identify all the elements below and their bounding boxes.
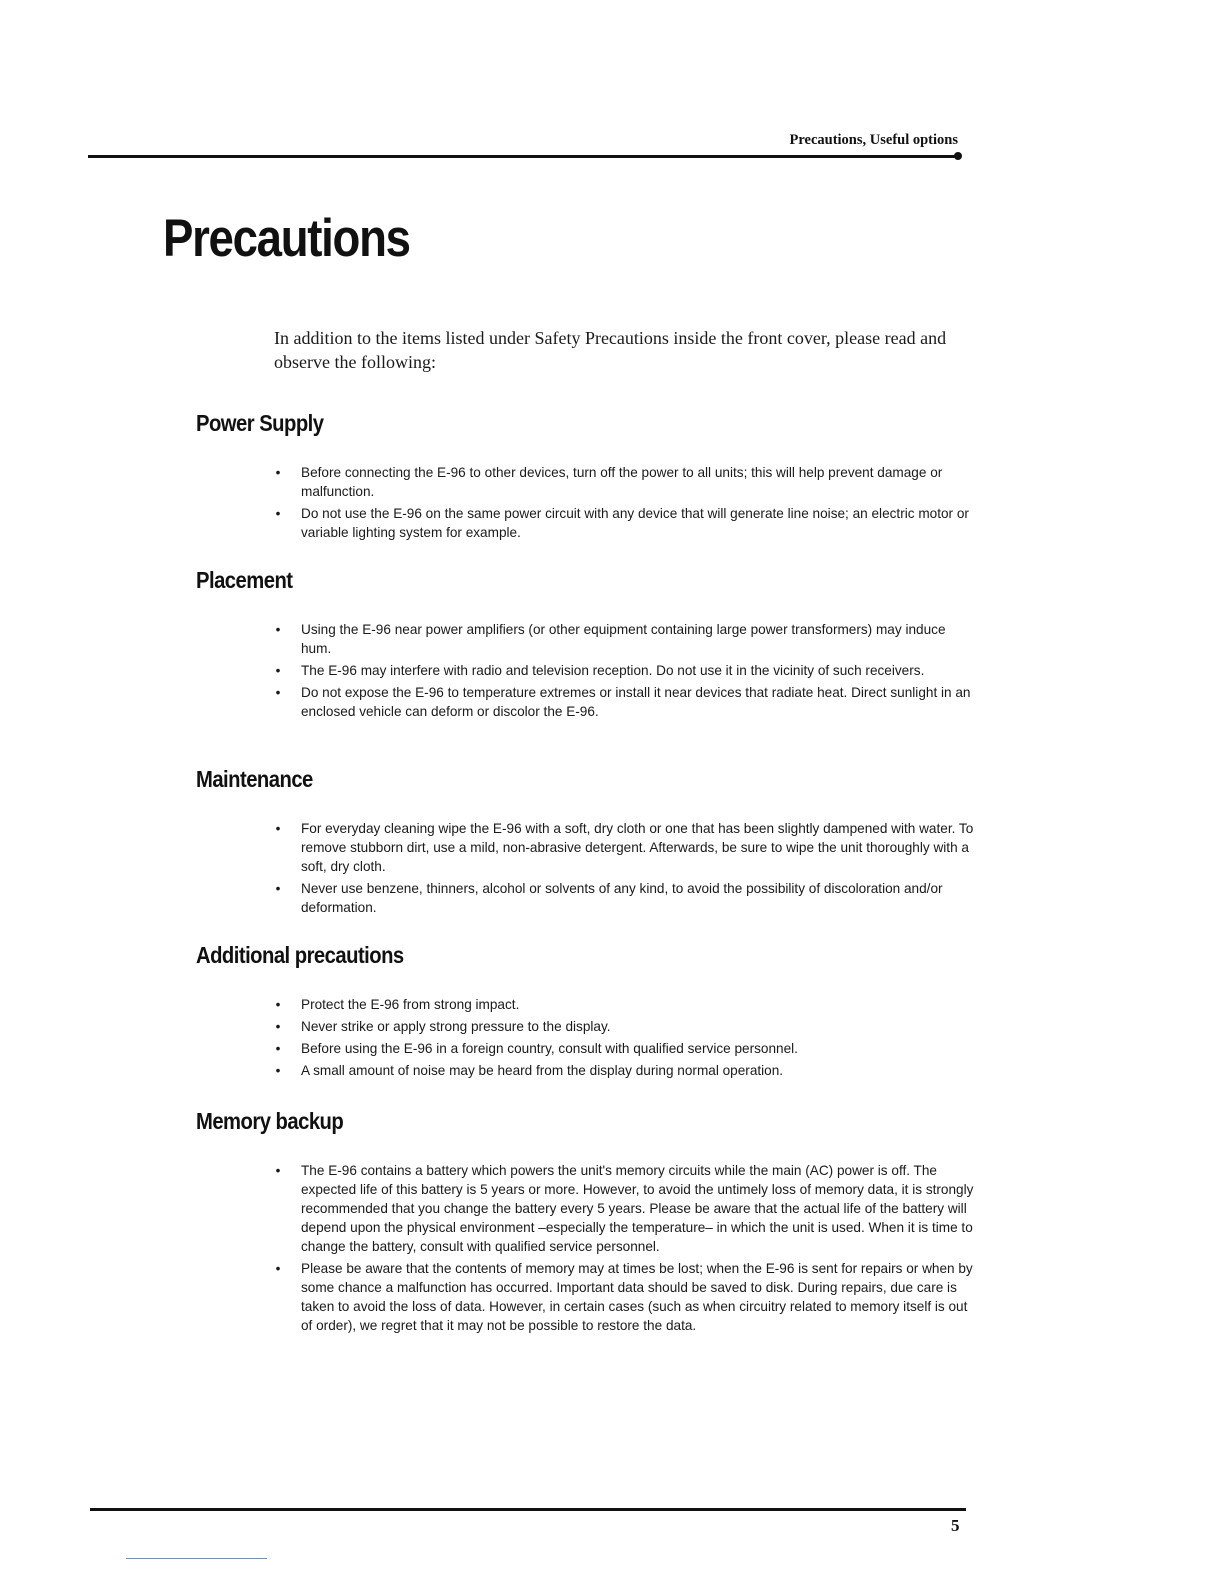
list-item-text: Do not expose the E-96 to temperature extremes or install it near devices that radiate heat. Direct sunlight in an enclosed vehicle can deform or discolor the E-96. — [301, 685, 971, 719]
list-item — [275, 1259, 976, 1335]
list-item-text: The E-96 contains a battery which powers the unit's memory circuits while the main (AC) power is off. The expected life of this battery is 5 years or more. However, to avoid the untimely loss of memory data, it is strongly recommended that you change the battery every 5 years. Please be aware that the actual life of the battery will depend upon the physical environment –especially the temperature– in which the unit is used. When it is time to change the battery, consult with qualified service personnel. — [301, 1163, 974, 1254]
bullet-icon: • — [275, 1041, 281, 1056]
list-item — [275, 879, 976, 917]
list-item-text: Protect the E-96 from strong impact. — [301, 997, 520, 1012]
list-item-text: Before using the E-96 in a foreign country, consult with qualified service personnel. — [301, 1041, 798, 1056]
footer-link-underline — [126, 1558, 267, 1559]
section-heading: Power Supply — [196, 410, 324, 436]
list-item — [275, 995, 976, 1014]
section-placement — [196, 567, 976, 724]
bullet-list — [196, 819, 976, 917]
section-maintenance — [196, 766, 976, 920]
bullet-icon: • — [275, 1019, 281, 1034]
bullet-icon: • — [275, 1163, 281, 1178]
list-item-text: Please be aware that the contents of memory may at times be lost; when the E-96 is sent for repairs or when by some chance a malfunction has occurred. Important data should be saved to disk. During repairs, due care is taken to avoid the loss of data. However, in certain cases (such as when circuitry related to memory itself is out of order), we regret that it may not be possible to restore the data. — [301, 1261, 973, 1333]
list-item-text: The E-96 may interfere with radio and television reception. Do not use it in the vicinity of such receivers. — [301, 663, 925, 678]
list-item — [275, 1161, 976, 1256]
footer-rule — [90, 1508, 966, 1511]
bullet-list — [196, 1161, 976, 1335]
header-rule-end-dot — [954, 152, 962, 160]
bullet-icon: • — [275, 465, 281, 480]
list-item — [275, 620, 976, 658]
list-item-text: For everyday cleaning wipe the E-96 with a soft, dry cloth or one that has been slightly dampened with water. To remove stubborn dirt, use a mild, non-abrasive detergent. Afterwards, be sure to wipe the unit thoroughly with a soft, dry cloth. — [301, 821, 974, 874]
list-item-text: A small amount of noise may be heard from the display during normal operation. — [301, 1063, 784, 1078]
running-head: Precautions, Useful options — [789, 132, 958, 148]
list-item — [275, 1017, 976, 1036]
list-item-text: Using the E-96 near power amplifiers (or other equipment containing large power transformers) may induce hum. — [301, 622, 946, 656]
bullet-icon: • — [275, 663, 281, 678]
list-item-text: Before connecting the E-96 to other devices, turn off the power to all units; this will help prevent damage or malfunction. — [301, 465, 943, 499]
bullet-list — [196, 463, 976, 542]
list-item — [275, 1061, 976, 1080]
section-heading: Additional precautions — [196, 942, 404, 968]
bullet-icon: • — [275, 881, 281, 896]
list-item-text: Never strike or apply strong pressure to the display. — [301, 1019, 611, 1034]
bullet-icon: • — [275, 622, 281, 637]
bullet-icon: • — [275, 506, 281, 521]
list-item — [275, 683, 976, 721]
bullet-icon: • — [275, 1261, 281, 1276]
header-rule — [88, 155, 958, 158]
bullet-list — [196, 620, 976, 721]
bullet-icon: • — [275, 1063, 281, 1078]
list-item-text: Never use benzene, thinners, alcohol or solvents of any kind, to avoid the possibility of discoloration and/or deformation. — [301, 881, 943, 915]
section-heading: Placement — [196, 567, 293, 593]
bullet-icon: • — [275, 997, 281, 1012]
list-item — [275, 504, 976, 542]
list-item — [275, 819, 976, 876]
list-item-text: Do not use the E-96 on the same power circuit with any device that will generate line noise; an electric motor or variable lighting system for example. — [301, 506, 969, 540]
bullet-list — [196, 995, 976, 1080]
section-additional-precautions — [196, 942, 976, 1083]
page-number: 5 — [951, 1516, 960, 1535]
section-memory-backup — [196, 1108, 976, 1338]
section-heading: Memory backup — [196, 1108, 344, 1134]
bullet-icon: • — [275, 685, 281, 700]
list-item — [275, 463, 976, 501]
list-item — [275, 1039, 976, 1058]
intro-paragraph: In addition to the items listed under Safety Precautions inside the front cover, please read and observe the following: — [274, 328, 947, 372]
list-item — [275, 661, 976, 680]
bullet-icon: • — [275, 821, 281, 836]
page-title: Precautions — [163, 209, 410, 268]
section-power-supply — [196, 410, 976, 545]
section-heading: Maintenance — [196, 766, 313, 792]
